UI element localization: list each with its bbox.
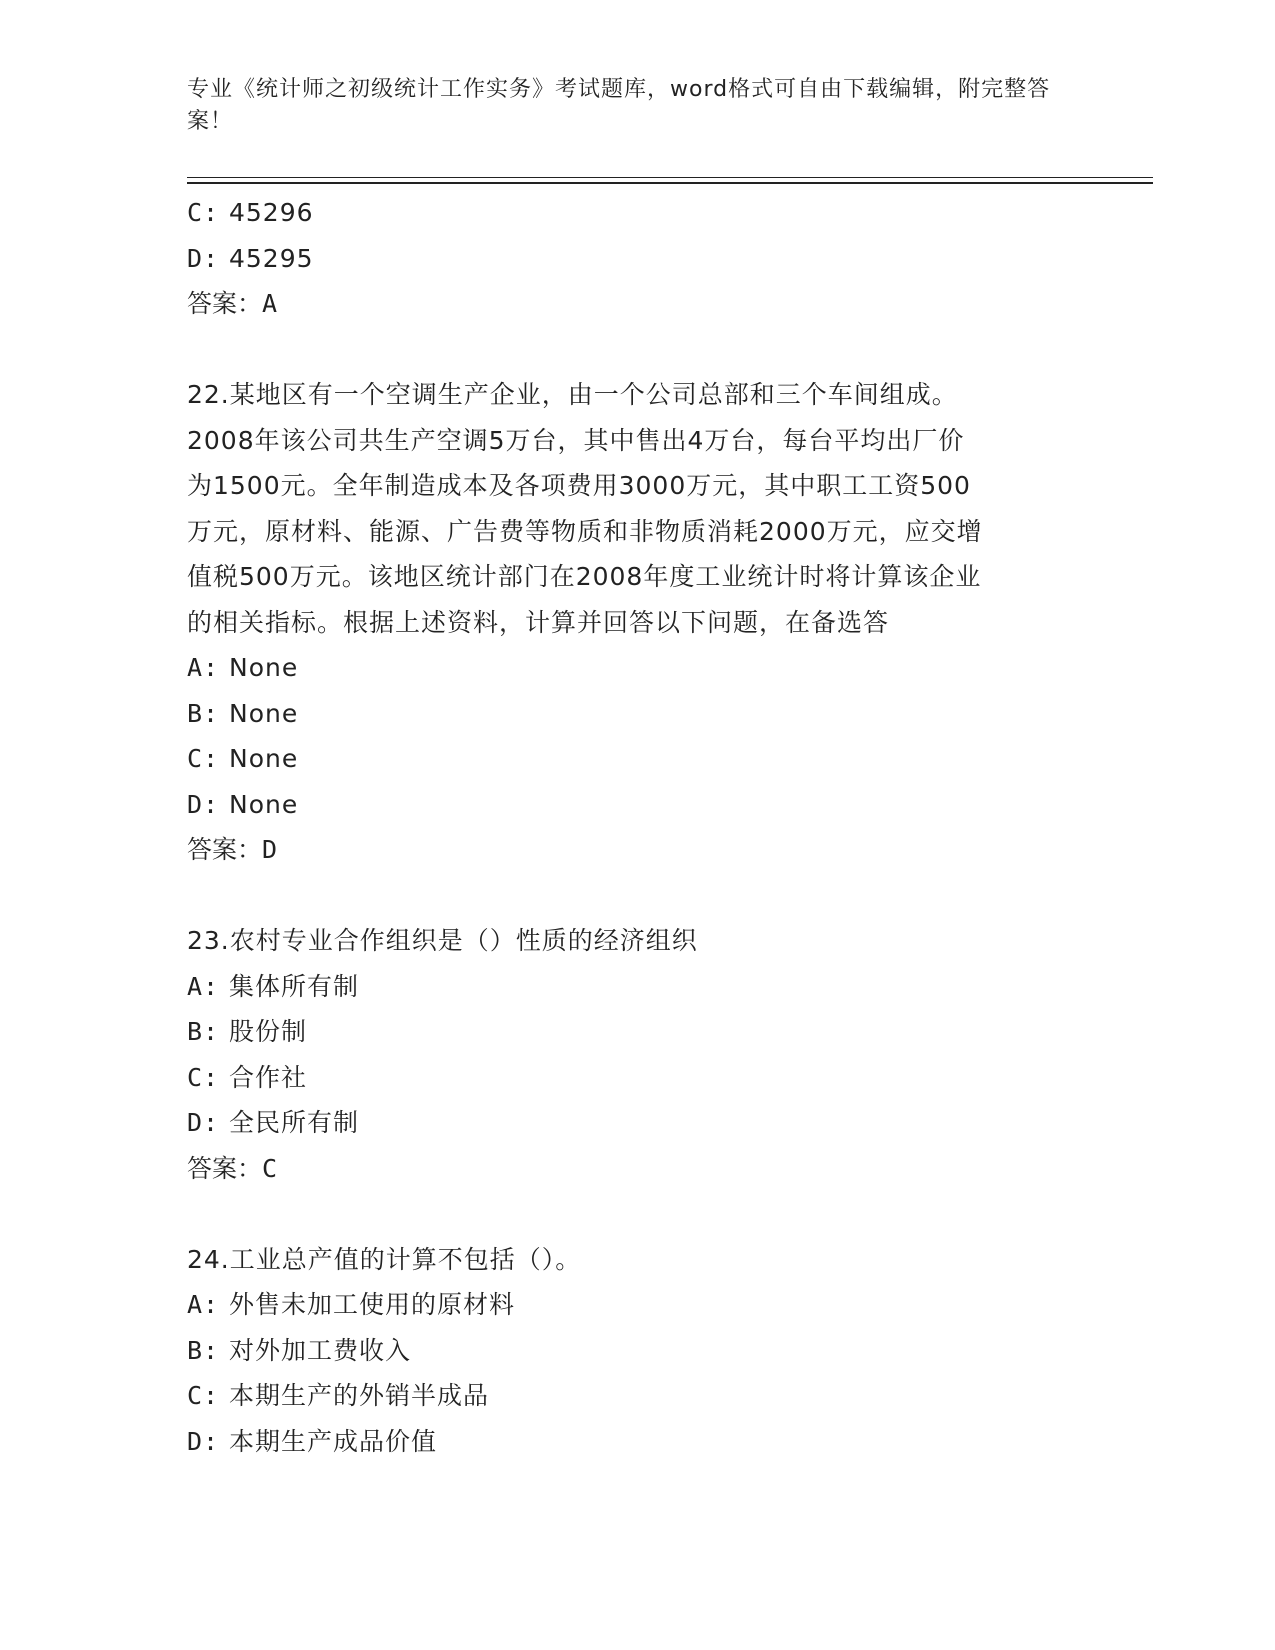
question-text-line: 2008年该公司共生产空调5万台，其中售出4万台，每台平均出厂价: [187, 425, 965, 455]
answer-line: [187, 281, 1087, 327]
option-label: C:: [187, 1062, 220, 1092]
option-a: [187, 964, 1087, 1010]
option-d: [187, 782, 1087, 828]
option-text: 外售未加工使用的原材料: [229, 1290, 516, 1319]
question-22: [187, 372, 1087, 873]
option-label: A:: [187, 971, 220, 1001]
option-label: D:: [187, 789, 220, 819]
option-label: B:: [187, 1017, 220, 1046]
option-text: 45296: [229, 198, 314, 227]
option-d: [187, 236, 1087, 282]
header-divider-thick: [187, 182, 1153, 184]
answer-value: C: [262, 1153, 278, 1183]
option-text: 本期生产的外销半成品: [229, 1381, 490, 1410]
option-text: 对外加工费收入: [229, 1335, 412, 1365]
spacer: [187, 873, 1087, 919]
question-text-line: 万元，原材料、能源、广告费等物质和非物质消耗2000万元，应交增: [187, 516, 983, 546]
option-label: B:: [187, 698, 220, 728]
option-text: None: [229, 744, 299, 773]
option-label: C:: [187, 744, 220, 773]
option-b: [187, 691, 1087, 737]
answer-label: 答案：: [187, 289, 263, 318]
option-d: [187, 1419, 1087, 1465]
option-c: [187, 1373, 1087, 1419]
option-text: None: [229, 653, 299, 682]
option-d: [187, 1100, 1087, 1146]
option-label: C:: [187, 198, 220, 227]
spacer: [187, 1191, 1087, 1237]
option-c: [187, 736, 1087, 782]
answer-value: D: [262, 835, 278, 864]
option-a: [187, 1282, 1087, 1328]
option-label: D:: [187, 243, 220, 273]
answer-label: 答案：: [187, 835, 263, 864]
question-23: [187, 918, 1087, 1191]
option-label: A:: [187, 653, 220, 682]
option-label: D:: [187, 1426, 220, 1456]
question-title: 23.农村专业合作组织是（）性质的经济组织: [187, 926, 698, 955]
answer-label: 答案：: [187, 1153, 263, 1183]
option-text: None: [229, 698, 299, 728]
answer-value: A: [262, 289, 278, 318]
option-b: [187, 1328, 1087, 1374]
option-b: [187, 1009, 1087, 1055]
option-label: C:: [187, 1381, 220, 1410]
option-text: 45295: [229, 243, 314, 273]
question-content: [187, 190, 1087, 1464]
spacer: [187, 327, 1087, 373]
question-title: 24.工业总产值的计算不包括（）。: [187, 1244, 582, 1274]
option-a: [187, 645, 1087, 691]
option-text: 全民所有制: [229, 1108, 360, 1137]
answer-line: [187, 1146, 1087, 1192]
question-24: [187, 1237, 1087, 1465]
question-text-line: 值税500万元。该地区统计部门在2008年度工业统计时将计算该企业: [187, 562, 982, 591]
option-c: [187, 1055, 1087, 1101]
option-text: 股份制: [229, 1017, 308, 1046]
option-label: A:: [187, 1290, 220, 1319]
question-text-line: 为1500元。全年制造成本及各项费用3000万元，其中职工工资500: [187, 471, 971, 500]
header-divider-thin: [187, 177, 1153, 178]
page-header-note: 专业《统计师之初级统计工作实务》考试题库，word格式可自由下载编辑，附完整答案！: [187, 77, 1051, 134]
previous-question-options: [187, 190, 1087, 327]
answer-line: [187, 827, 1087, 873]
option-text: 合作社: [229, 1062, 308, 1092]
option-c: [187, 190, 1087, 236]
option-label: D:: [187, 1108, 220, 1137]
question-text-line: 22.某地区有一个空调生产企业，由一个公司总部和三个车间组成。: [187, 380, 958, 409]
option-label: B:: [187, 1335, 220, 1365]
option-text: None: [229, 789, 299, 819]
option-text: 本期生产成品价值: [229, 1426, 438, 1456]
question-text-line: 的相关指标。根据上述资料，计算并回答以下问题，在备选答: [187, 607, 890, 637]
option-text: 集体所有制: [229, 971, 360, 1001]
